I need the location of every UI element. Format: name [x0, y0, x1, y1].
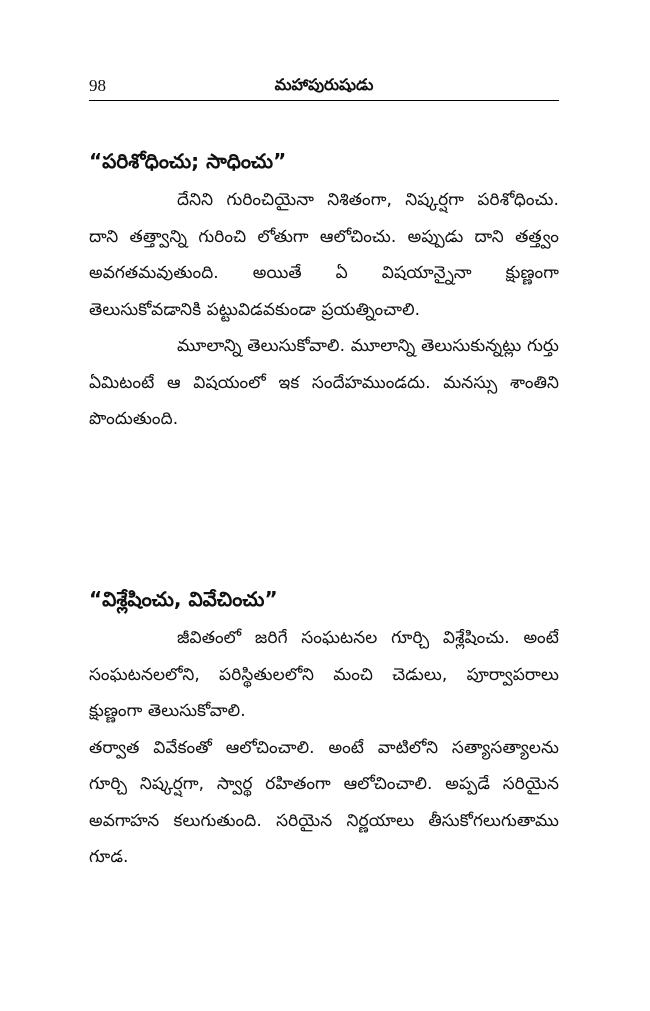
section-analyse [89, 584, 559, 876]
section-heading: “పరిశోధించు; సాధించు” [89, 149, 287, 173]
paragraph: తర్వాత వివేకంతో ఆలోచించాలి. అంటే వాటిలోని సత్యాసత్యాలను గూర్చి నిష్కర్షగా, స్వార్థ రహితంగా ఆలోచించాలి. అప్పడే సరియైన అవగాహన కలుగుతుంది. సరియైన నిర్ణయాలు తీసుకోగలుగుతాము గూడ. [89, 737, 559, 867]
page-number: 98 [89, 76, 106, 95]
section-investigate [89, 146, 559, 438]
paragraph: జీవితంలో జరిగే సంఘటనల గూర్చి విశ్లేషించు. అంటే సంఘటనలలోని, పరిస్థితులలోని మంచి చెడులు, పూర్వాపరాలు క్షుణ్ణంగా తెలుసుకోవాలి. [89, 628, 559, 721]
running-header [89, 74, 559, 101]
section-heading: “విశ్లేషించు, వివేచించు” [89, 587, 278, 611]
book-title: మహాపురుషుడు [274, 75, 374, 94]
paragraph: మూలాన్ని తెలుసుకోవాలి. మూలాన్ని తెలుసుకున్నట్లు గుర్తు ఏమిటంటే ఆ విషయంలో ఇక సందేహముండదు. మనస్సు శాంతిని పొందుతుంది. [89, 336, 559, 429]
paragraph: దేనిని గురించియైనా నిశితంగా, నిష్కర్షగా పరిశోధించు. దాని తత్త్వాన్ని గురించి లోతుగా ఆలోచించు. అప్పుడు దాని తత్త్వం అవగతమవుతుంది. అయితే ఏ విషయాన్నైనా క్షుణ్ణంగా తెలుసుకోవడానికి పట్టువిడవకుండా ప్రయత్నించాలి. [89, 190, 559, 320]
